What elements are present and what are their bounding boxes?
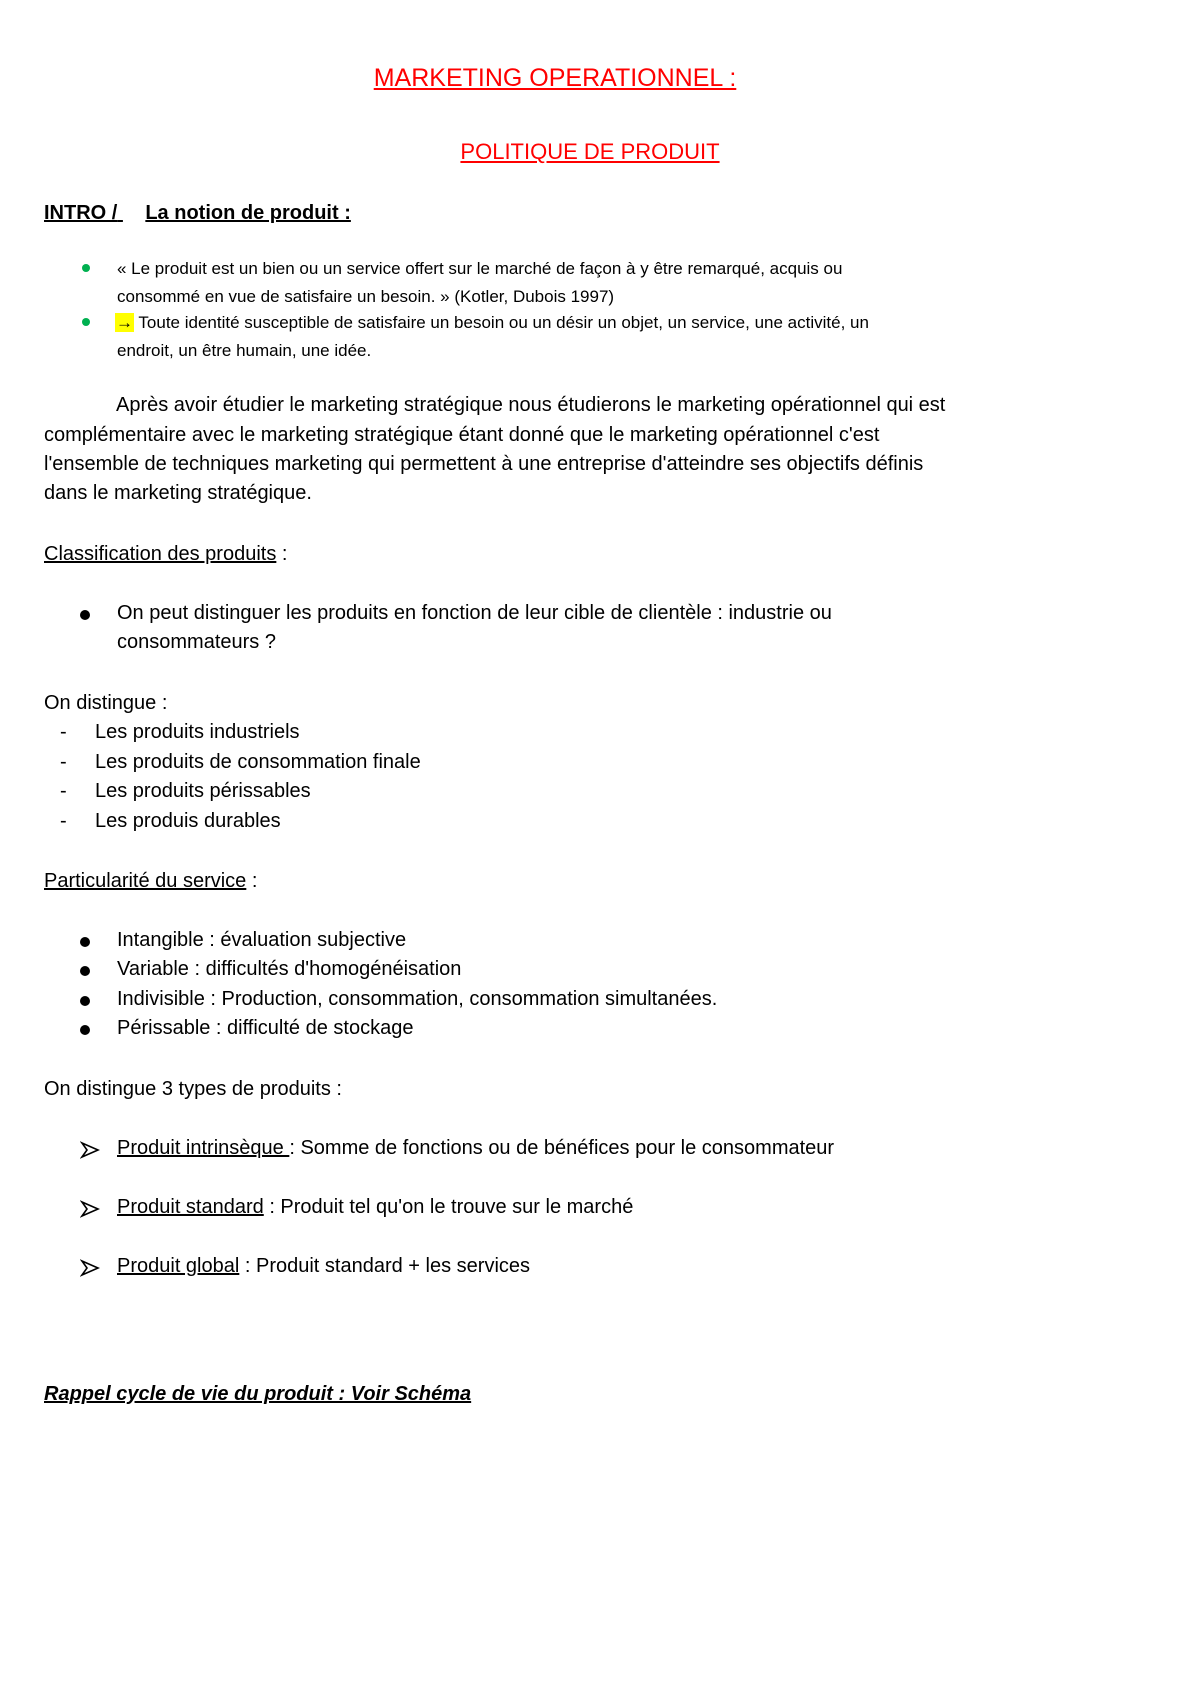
intro-label: INTRO / xyxy=(44,202,118,224)
intro-bullet-1-line-1: « Le produit est un bien ou un service offert sur le marché de façon à y être remarqué, acquis ou xyxy=(117,259,843,278)
list-item: Les produits périssables xyxy=(95,780,311,802)
bullet-icon xyxy=(80,996,90,1006)
list-item: Périssable : difficulté de stockage xyxy=(117,1017,414,1039)
list-item: Les produits de consommation finale xyxy=(95,751,421,773)
list-item: Variable : difficultés d'homogénéisation xyxy=(117,958,462,980)
intro-bullet-1-line-2: consommé en vue de satisfaire un besoin. » (Kotler, Dubois 1997) xyxy=(117,287,615,306)
list-item: Les produis durables xyxy=(95,810,281,832)
paragraph-line-1: Après avoir étudier le marketing stratégique nous étudierons le marketing opérationnel qui est xyxy=(116,394,946,416)
distinguish-label: On distingue : xyxy=(44,692,168,714)
list-item: Indivisible : Production, consommation, consommation simultanées. xyxy=(117,988,718,1010)
classification-bullet-line-1: On peut distinguer les produits en fonction de leur cible de clientèle : industrie ou xyxy=(117,602,832,624)
lifecycle-reminder: Rappel cycle de vie du produit : Voir Schéma xyxy=(44,1383,472,1405)
page-title: MARKETING OPERATIONNEL : xyxy=(373,64,737,92)
dash-bullet: - xyxy=(60,810,67,832)
list-item: Intangible : évaluation subjective xyxy=(117,929,407,951)
bullet-icon xyxy=(80,610,90,620)
arrowhead-bullet-icon xyxy=(80,1259,100,1277)
page-subtitle: POLITIQUE DE PRODUIT xyxy=(460,139,720,164)
type-item-intrinseque: Produit intrinsèque : Somme de fonctions ou de bénéfices pour le consommateur xyxy=(117,1137,835,1159)
list-item: Les produits industriels xyxy=(95,721,300,743)
bullet-icon xyxy=(82,318,90,326)
bullet-icon xyxy=(80,937,90,947)
arrowhead-bullet-icon xyxy=(80,1141,100,1159)
classification-bullet-line-2: consommateurs ? xyxy=(117,631,276,653)
bullet-icon xyxy=(80,966,90,976)
dash-bullet: - xyxy=(60,721,67,743)
classification-heading: Classification des produits : xyxy=(44,543,288,565)
bullet-icon xyxy=(82,264,90,272)
dash-bullet: - xyxy=(60,780,67,802)
arrowhead-bullet-icon xyxy=(80,1200,100,1218)
paragraph-line-3: l'ensemble de techniques marketing qui permettent à une entreprise d'atteindre ses objectifs définis xyxy=(44,453,924,475)
intro-bullet-2-line-2: endroit, un être humain, une idée. xyxy=(117,341,372,360)
paragraph-line-2: complémentaire avec le marketing stratégique étant donné que le marketing opérationnel c'est xyxy=(44,424,880,446)
arrow-right-icon: → xyxy=(116,313,133,332)
intro-bullet-2-line-1: → Toute identité susceptible de satisfaire un besoin ou un désir un objet, un service, une activité, un xyxy=(116,313,869,332)
paragraph-line-4: dans le marketing stratégique. xyxy=(44,482,312,504)
intro-heading xyxy=(44,202,351,225)
types-label: On distingue 3 types de produits : xyxy=(44,1078,342,1100)
type-item-global: Produit global : Produit standard + les services xyxy=(117,1255,531,1277)
type-item-standard: Produit standard : Produit tel qu'on le trouve sur le marché xyxy=(117,1196,634,1218)
service-heading: Particularité du service : xyxy=(44,870,258,892)
bullet-icon xyxy=(80,1025,90,1035)
dash-bullet: - xyxy=(60,751,67,773)
intro-title: La notion de produit : xyxy=(145,202,351,224)
